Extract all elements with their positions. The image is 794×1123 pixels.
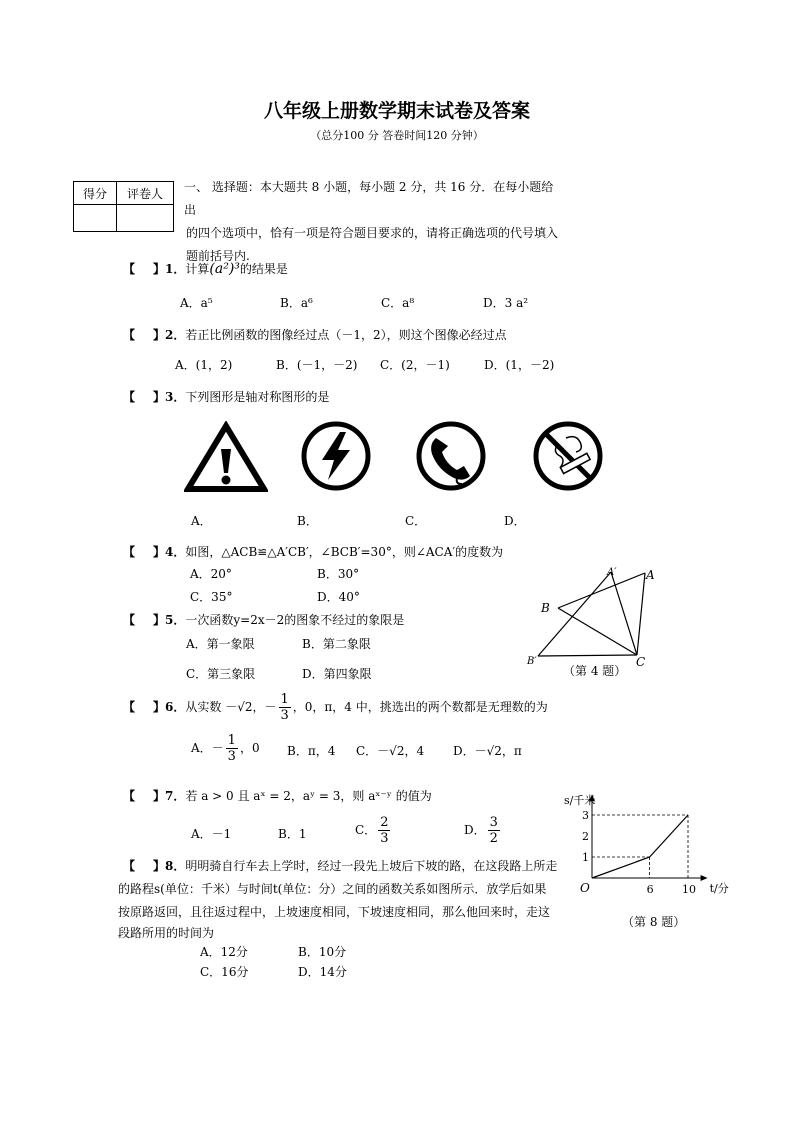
q4-option-a[interactable]: A．20° — [190, 567, 232, 581]
segment-ba — [558, 573, 645, 608]
origin-label: O — [580, 881, 590, 895]
question-text: 从实数 －√2，－ — [185, 700, 277, 714]
x-axis-arrow — [701, 875, 708, 881]
q8-option-c[interactable]: C．16分 — [200, 965, 249, 979]
answer-bracket-open[interactable]: 【 — [123, 789, 136, 803]
question-text: 若正比例函数的图像经过点（－1，2），则这个图像必经过点 — [185, 328, 507, 342]
question-8 — [123, 857, 557, 874]
answer-bracket-open[interactable]: 【 — [123, 328, 136, 342]
question-number: 8． — [165, 859, 186, 873]
q4-figure-caption: （第 4 题） — [563, 664, 627, 678]
q7-option-a[interactable]: A．－1 — [191, 827, 232, 841]
q1-option-b[interactable]: B．a⁶ — [280, 296, 313, 310]
q5-option-a[interactable]: A．第一象限 — [186, 637, 255, 651]
q3-option-b[interactable]: B． — [297, 514, 318, 528]
question-number: 1． — [165, 262, 186, 276]
question-text: 计算 — [185, 262, 210, 276]
answer-bracket-close: 】 — [153, 390, 166, 404]
score-box — [73, 181, 174, 232]
answer-bracket-open[interactable]: 【 — [123, 613, 136, 627]
no-smoking-icon[interactable] — [532, 420, 604, 492]
segment-b1c — [538, 655, 637, 656]
intro-line-3: 题前括号内. — [186, 249, 250, 263]
label-a-prime: A′ — [607, 567, 617, 578]
answer-bracket-close: 】 — [153, 328, 166, 342]
question-text-post: ，0，π，4 中，挑选出的两个数都是无理数的为 — [292, 700, 548, 714]
q7-option-d[interactable]: D． $\frac{3}{2}$ — [464, 815, 498, 846]
question-text: 下列图形是轴对称图形的是 — [185, 390, 330, 404]
q6-option-d[interactable]: D．－√2，π — [453, 744, 522, 758]
y-tick-label: 3 — [582, 809, 589, 822]
segment-ac — [637, 573, 645, 655]
answer-bracket-close: 】 — [153, 859, 166, 873]
grader-cell[interactable] — [117, 205, 174, 232]
intro-line-2: 的四个选项中，恰有一项是符合题目要求的，请将正确选项的代号填入 — [186, 226, 559, 240]
fraction: $\frac{3}{2}$ — [489, 815, 498, 846]
q8-option-d[interactable]: D．14分 — [298, 965, 347, 979]
label-b-prime: B′ — [527, 656, 537, 667]
answer-bracket-open[interactable]: 【 — [123, 859, 136, 873]
question-5 — [123, 611, 404, 628]
x-axis-label: t/分 — [709, 882, 729, 895]
label-c: C — [636, 655, 646, 668]
q4-triangle-figure — [525, 562, 665, 668]
page-subtitle: （总分100 分 答卷时间120 分钟） — [310, 129, 484, 142]
warning-triangle-icon[interactable] — [184, 421, 268, 493]
question-text-post: 的结果是 — [239, 262, 288, 276]
fraction: $\frac{1}{3}$ — [280, 692, 289, 723]
q8-distance-time-chart — [560, 790, 740, 910]
question-4 — [123, 543, 503, 560]
y-tick-label: 2 — [582, 830, 589, 843]
question-math: (a²)³ — [209, 261, 240, 277]
q3-option-d[interactable]: D． — [504, 514, 526, 528]
q4-option-d[interactable]: D．40° — [317, 590, 360, 604]
question-7 — [123, 787, 432, 804]
answer-bracket-open[interactable]: 【 — [123, 390, 136, 404]
question-number: 2． — [165, 328, 186, 342]
question-1 — [123, 260, 288, 277]
answer-bracket-close: 】 — [153, 789, 166, 803]
q1-option-a[interactable]: A．a⁵ — [180, 296, 213, 310]
q2-option-b[interactable]: B．(－1，－2) — [276, 358, 358, 372]
answer-bracket-close: 】 — [153, 613, 166, 627]
q2-option-a[interactable]: A．(1，2) — [175, 358, 233, 372]
intro-line-1: 一、 选择题：本大题共 8 小题，每小题 2 分，共 16 分．在每小题给出 — [184, 180, 554, 217]
answer-bracket-open[interactable]: 【 — [123, 700, 136, 714]
q2-option-c[interactable]: C．(2，－1) — [380, 358, 450, 372]
q5-option-c[interactable]: C．第三象限 — [186, 667, 256, 681]
x-tick-label: 6 — [646, 883, 654, 896]
x-tick-label: 10 — [682, 883, 696, 896]
label-b: B — [541, 601, 550, 615]
q8-option-b[interactable]: B．10分 — [298, 945, 347, 959]
q6-option-b[interactable]: B．π，4 — [287, 744, 336, 758]
question-number: 5． — [165, 613, 186, 627]
score-label: 得分 — [74, 182, 117, 205]
q6-option-a[interactable]: A．－ $\frac{1}{3}$ ，0 — [191, 733, 260, 764]
score-cell[interactable] — [74, 205, 117, 232]
q6-option-c[interactable]: C．－√2，4 — [356, 744, 425, 758]
fraction: $\frac{1}{3}$ — [227, 733, 236, 764]
q7-option-c[interactable]: C． $\frac{2}{3}$ — [355, 815, 389, 846]
q1-option-d[interactable]: D．3 a² — [483, 296, 529, 310]
q7-option-b[interactable]: B．1 — [278, 827, 307, 841]
y-tick-label: 1 — [582, 851, 589, 864]
high-voltage-icon[interactable] — [300, 420, 372, 492]
q5-option-d[interactable]: D．第四象限 — [302, 667, 372, 681]
q2-option-d[interactable]: D．(1，－2) — [484, 358, 555, 372]
answer-bracket-open[interactable]: 【 — [123, 545, 136, 559]
question-text: 如图，△ACB≌△A′CB′，∠BCB′=30°，则∠ACA′的度数为 — [185, 545, 504, 559]
grader-label: 评卷人 — [117, 182, 174, 205]
page-title: 八年级上册数学期末试卷及答案 — [263, 100, 530, 122]
q3-option-c[interactable]: C． — [405, 514, 427, 528]
y-axis-label: s/千米 — [564, 794, 596, 807]
question-text: 明明骑自行车去上学时，经过一段先上坡后下坡的路，在这段路上所走 — [185, 859, 558, 873]
question-number: 3． — [165, 390, 186, 404]
question-number: 4． — [165, 545, 186, 559]
question-2 — [123, 326, 507, 343]
segment-bc — [558, 608, 637, 655]
q3-option-a[interactable]: A． — [191, 514, 212, 528]
section-intro — [186, 176, 558, 268]
answer-bracket-close: 】 — [153, 700, 166, 714]
question-6 — [123, 692, 548, 723]
answer-bracket-close: 】 — [153, 545, 166, 559]
q4-option-c[interactable]: C．35° — [190, 590, 233, 604]
answer-bracket-close: 】 — [153, 262, 166, 276]
question-number: 7． — [165, 789, 186, 803]
label-a: A — [646, 568, 655, 582]
q8-figure-caption: （第 8 题） — [622, 915, 686, 929]
q1-option-c[interactable]: C．a⁸ — [381, 296, 415, 310]
question-8-line-2: 的路程s(单位：千米）与时间t(单位：分）之间的函数关系如图所示．放学后如果 — [118, 882, 547, 896]
fraction: $\frac{2}{3}$ — [380, 815, 389, 846]
answer-bracket-open[interactable]: 【 — [123, 262, 136, 276]
question-8-line-4: 段路所用的时间为 — [118, 926, 215, 940]
telephone-icon[interactable] — [414, 420, 488, 492]
question-8-line-3: 按原路返回，且往返过程中，上坡速度相同，下坡速度相同，那么他回来时，走这 — [118, 905, 551, 919]
q8-option-a[interactable]: A．12分 — [200, 945, 248, 959]
series-line — [592, 815, 688, 878]
q4-option-b[interactable]: B．30° — [317, 567, 360, 581]
q5-option-b[interactable]: B．第二象限 — [302, 637, 371, 651]
question-text: 若 a > 0 且 aˣ = 2，aʸ = 3，则 aˣ⁻ʸ 的值为 — [185, 789, 432, 803]
question-3 — [123, 388, 329, 405]
question-number: 6． — [165, 700, 186, 714]
question-text: 一次函数y=2x－2的图象不经过的象限是 — [185, 613, 405, 627]
